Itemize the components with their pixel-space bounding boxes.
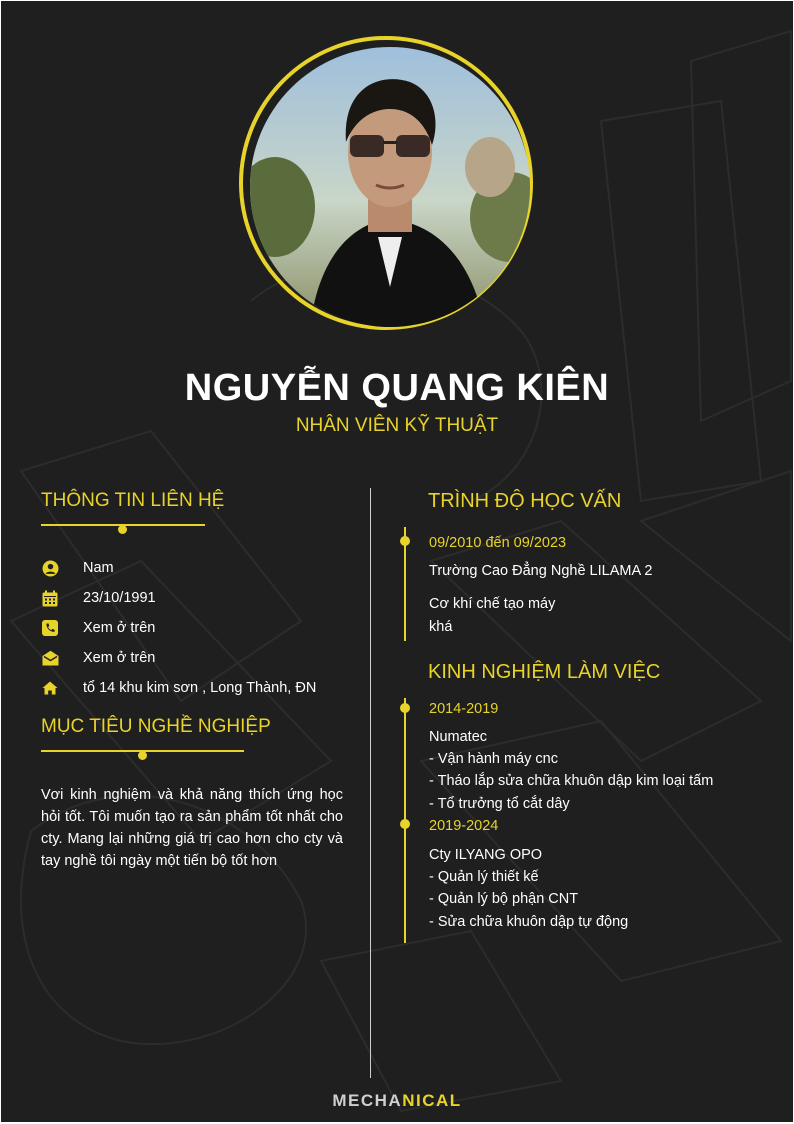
job-1-company: Numatec	[429, 729, 488, 745]
contact-gender-value: Nam	[83, 560, 114, 576]
education-school: Trường Cao Đẳng Nghề LILAMA 2	[429, 563, 653, 579]
education-period: 09/2010 đến 09/2023	[429, 535, 567, 551]
contact-email	[41, 648, 156, 668]
experience-timeline-dot-1	[400, 703, 410, 713]
education-major: Cơ khí chế tạo máy	[429, 596, 556, 612]
contact-birthdate	[41, 588, 156, 608]
education-section-title: TRÌNH ĐỘ HỌC VẤN	[428, 490, 622, 512]
home-icon	[41, 679, 59, 697]
user-icon	[41, 559, 59, 577]
contact-gender	[41, 558, 114, 578]
objective-text: Vơi kinh nghiệm và khả năng thích ứng học hỏi tốt. Tôi muốn tạo ra sản phẩm tốt nhất cho cty. Mang lại những giá trị cao hơn cho cty và tay nghề tôi ngày một tiến bộ tốt hơn	[41, 787, 343, 869]
column-divider	[370, 488, 371, 1078]
resume-page	[1, 1, 793, 1122]
job-2-company: Cty ILYANG OPO	[429, 847, 543, 863]
job-2-task: - Quản lý bộ phận CNT	[429, 891, 579, 907]
job-1-task: - Tháo lắp sửa chữa khuôn dập kim loại tấm	[429, 773, 714, 789]
job-1-period: 2014-2019	[429, 701, 499, 717]
footer-brand-part1: MECHA	[332, 1091, 403, 1110]
contact-section-title: THÔNG TIN LIÊN HỆ	[41, 490, 225, 511]
contact-birthdate-value: 23/10/1991	[83, 590, 156, 606]
job-2-task: - Quản lý thiết kế	[429, 869, 539, 885]
objective-section-title: MỤC TIÊU NGHỀ NGHIỆP	[41, 716, 271, 737]
job-1-task: - Vận hành máy cnc	[429, 751, 558, 767]
contact-email-value: Xem ở trên	[83, 650, 156, 666]
calendar-icon	[41, 589, 59, 607]
experience-timeline-dot-2	[400, 819, 410, 829]
objective-title-dot	[138, 751, 147, 760]
contact-phone-value: Xem ở trên	[83, 620, 156, 636]
candidate-name: NGUYỄN QUANG KIÊN	[184, 367, 610, 409]
avatar	[250, 47, 530, 327]
footer-brand	[1, 1091, 793, 1111]
education-timeline-dot	[400, 536, 410, 546]
contact-address-value: tổ 14 khu kim sơn , Long Thành, ĐN	[83, 680, 317, 696]
experience-section-title: KINH NGHIỆM LÀM VIỆC	[428, 661, 661, 683]
job-2-task: - Sửa chữa khuôn dập tự động	[429, 914, 629, 930]
job-1-task: - Tổ trưởng tổ cắt dây	[429, 796, 570, 812]
contact-phone	[41, 618, 156, 638]
candidate-role: NHÂN VIÊN KỸ THUẬT	[295, 415, 499, 436]
contact-title-dot	[118, 525, 127, 534]
phone-icon	[41, 619, 59, 637]
avatar-photo	[250, 47, 530, 327]
footer-brand-part2: NICAL	[402, 1091, 462, 1110]
job-2-period: 2019-2024	[429, 818, 499, 834]
email-icon	[41, 649, 59, 667]
education-grade: khá	[429, 619, 453, 635]
contact-address	[41, 678, 317, 698]
